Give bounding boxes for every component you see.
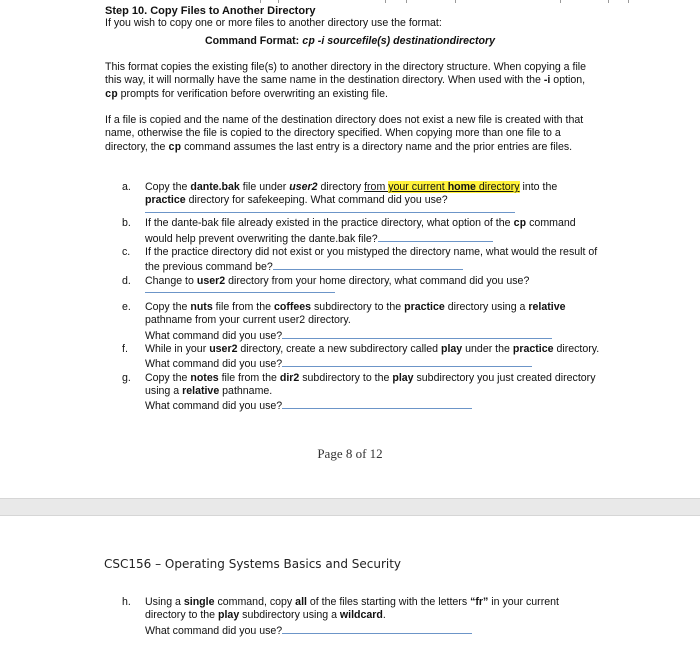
course-header: CSC156 – Operating Systems Basics and Security	[104, 557, 402, 571]
question-text: in your current directory to the	[145, 596, 559, 622]
question-text: file from the	[218, 371, 280, 384]
question-text: directory, create a new subdirectory called	[237, 342, 441, 355]
bold-term: notes	[190, 371, 219, 384]
answer-line[interactable]	[145, 288, 335, 293]
question-text: .	[382, 609, 386, 622]
question-letter: a.	[122, 181, 131, 193]
question-text: of the files starting with the letters	[306, 596, 471, 608]
paragraph-text: This format copies the existing file(s) to another directory in the directory structure. When copying a file this way, it will normally have the same name in the destination directory. When used with the	[105, 61, 587, 87]
question-b	[122, 217, 600, 247]
bold-term: nuts	[190, 301, 213, 314]
command-format-args: -i sourcefile(s) destinationdirectory	[314, 35, 495, 47]
question-text: What command did you use?	[145, 329, 283, 342]
highlight-text: your current	[388, 181, 448, 193]
inline-command: cp	[105, 88, 118, 101]
bold-term: dante.bak	[190, 181, 240, 193]
question-letter: c.	[122, 246, 131, 259]
paragraph-copy-description	[105, 61, 600, 102]
bold-term: all	[295, 596, 307, 608]
step-title: Step 10. Copy Files to Another Directory	[105, 5, 316, 17]
question-c	[122, 246, 600, 275]
underlined-text: from	[364, 181, 389, 193]
question-text: directory for safekeeping. What command did you use?	[185, 194, 448, 207]
inline-command: cp	[168, 141, 182, 154]
question-text: subdirectory to the	[311, 301, 405, 314]
highlight-text: directory	[475, 181, 520, 193]
command-format-label: Command Format:	[205, 35, 300, 47]
bold-term: dir2	[279, 371, 300, 384]
question-text: command, copy	[214, 596, 296, 608]
question-text: file under	[239, 181, 290, 193]
bold-term: wildcard	[339, 609, 383, 622]
question-text: subdirectory using a	[239, 609, 340, 622]
question-f	[122, 343, 600, 372]
bold-term: play	[441, 342, 463, 355]
bold-term: practice	[404, 301, 445, 314]
question-letter: e.	[122, 301, 131, 314]
bold-term: relative	[182, 384, 220, 397]
bold-term: user2	[289, 181, 318, 193]
answer-line[interactable]	[282, 328, 552, 339]
bold-term: practice	[145, 194, 186, 207]
question-text: If the practice directory did not exist or you mistyped the directory name, what would the result of the previous command be?	[145, 246, 598, 274]
question-text: pathname.	[219, 384, 273, 397]
question-text: command would help prevent overwriting the dante.bak file?	[145, 216, 576, 245]
bold-term: user2	[196, 274, 226, 287]
page-footer: Page 8 of 12	[317, 446, 383, 461]
question-text: If the dante-bak file already existed in the practice directory, what option of the	[145, 216, 514, 229]
question-text: What command did you use?	[145, 624, 283, 637]
question-letter: b.	[122, 216, 131, 229]
answer-line[interactable]	[282, 356, 532, 367]
question-text: into the	[519, 181, 558, 193]
question-a	[122, 181, 600, 213]
question-text: subdirectory you just created directory using a	[145, 371, 596, 397]
question-text: While in your	[145, 342, 210, 355]
bold-term: relative	[528, 301, 566, 314]
question-text: file from the	[212, 301, 274, 314]
question-text: directory. What command did you use?	[145, 342, 600, 371]
question-g	[122, 372, 600, 414]
question-text: directory	[317, 181, 365, 193]
bold-term: coffees	[273, 301, 312, 314]
answer-line[interactable]	[282, 623, 472, 634]
paragraph-text: command assumes the last entry is a directory name and the prior entries are files.	[181, 140, 573, 153]
question-h	[122, 596, 600, 638]
question-text: Copy the	[145, 181, 191, 193]
question-list	[122, 596, 600, 638]
question-e	[122, 301, 600, 343]
question-list	[122, 181, 600, 413]
bold-term: play	[392, 371, 414, 384]
question-letter: h.	[122, 596, 131, 608]
paragraph-text: prompts for verification before overwriting an existing file.	[117, 87, 388, 100]
bold-term: “fr”	[470, 596, 489, 608]
question-letter: d.	[122, 274, 131, 287]
question-text: pathname from your current user2 directory.	[145, 314, 351, 327]
paragraph-text: If a file is copied and the name of the destination directory does not exist a new file is created with that name, otherwise the file is copied to the directory specified. When copying more than one file to a directory, the	[105, 114, 584, 153]
command-format-cmd: cp	[302, 36, 315, 48]
question-text: directory using a	[444, 301, 529, 314]
question-text: What command did you use?	[145, 400, 283, 413]
answer-line[interactable]	[282, 398, 472, 409]
ruler-ticks	[0, 0, 700, 4]
answer-line[interactable]	[378, 231, 493, 242]
question-text: Copy the	[145, 371, 191, 384]
option-i: -i	[543, 74, 551, 87]
inline-command: cp	[513, 217, 527, 230]
question-text: subdirectory to the	[299, 371, 393, 384]
paragraph-text: option,	[550, 74, 586, 87]
question-text: Using a	[145, 596, 184, 608]
question-letter: g.	[122, 371, 131, 384]
bold-term: single	[183, 596, 215, 608]
answer-line[interactable]	[145, 208, 515, 213]
bold-term: play	[218, 609, 240, 622]
question-text: Copy the	[145, 301, 191, 314]
bold-term: user2	[209, 342, 238, 355]
highlighted-phrase	[388, 181, 519, 193]
highlight-bold: home	[447, 181, 476, 193]
question-text: Change to	[145, 274, 197, 287]
bold-term: practice	[512, 342, 554, 355]
paragraph-destination-rules	[105, 114, 600, 155]
step-intro: If you wish to copy one or more files to another directory use the format:	[105, 17, 442, 29]
question-text: under the	[462, 342, 513, 355]
question-text: directory from your home directory, what command did you use?	[225, 274, 530, 287]
command-format	[0, 35, 700, 49]
question-d	[122, 275, 600, 293]
document-page-9	[0, 515, 700, 656]
answer-line[interactable]	[273, 259, 463, 270]
question-letter: f.	[122, 342, 128, 355]
